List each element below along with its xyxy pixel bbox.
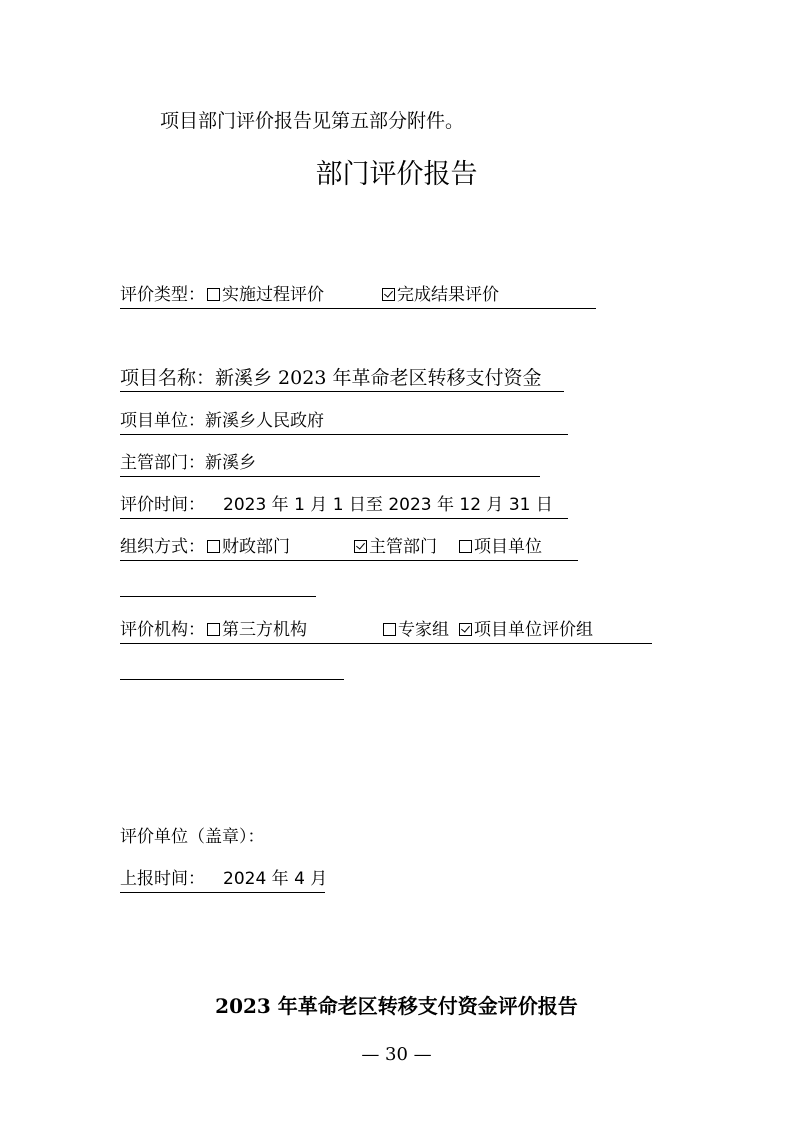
eval-org-expert-label: 专家组 bbox=[398, 620, 449, 640]
eval-org-label: 评价机构： bbox=[120, 620, 205, 640]
project-name-row bbox=[120, 365, 564, 392]
eval-time-label: 评价时间： bbox=[120, 495, 205, 515]
eval-unit-label: 评价单位（盖章）： bbox=[120, 827, 265, 847]
project-name-label: 项目名称： bbox=[120, 367, 216, 389]
eval-org-continuation-line bbox=[120, 679, 344, 680]
report-time-label: 上报时间： bbox=[120, 869, 205, 889]
page-number: — 30 — bbox=[361, 1044, 432, 1065]
org-method-row bbox=[120, 534, 578, 561]
eval-time-row bbox=[120, 492, 568, 519]
project-unit-label: 项目单位： bbox=[120, 411, 205, 431]
org-method-supervisor-checkbox[interactable] bbox=[354, 540, 367, 553]
project-unit-row bbox=[120, 408, 568, 435]
report-time-row bbox=[120, 866, 328, 893]
page-title: 部门评价报告 bbox=[315, 159, 478, 190]
org-method-unit-checkbox[interactable] bbox=[459, 540, 472, 553]
eval-org-unit-group-checkbox[interactable] bbox=[459, 623, 472, 636]
project-name-value: 新溪乡 2023 年革命老区转移支付资金 bbox=[215, 367, 542, 389]
eval-org-expert-checkbox[interactable] bbox=[383, 623, 396, 636]
intro-text: 项目部门评价报告见第五部分附件。 bbox=[160, 110, 465, 132]
org-method-finance-checkbox[interactable] bbox=[207, 540, 220, 553]
project-unit-value: 新溪乡人民政府 bbox=[205, 411, 324, 431]
eval-org-third-party-label: 第三方机构 bbox=[222, 620, 307, 640]
eval-type-process-label: 实施过程评价 bbox=[222, 285, 324, 305]
eval-org-third-party-checkbox[interactable] bbox=[207, 623, 220, 636]
eval-type-result-label: 完成结果评价 bbox=[397, 285, 499, 305]
eval-type-result-checkbox[interactable] bbox=[382, 288, 395, 301]
org-method-continuation-line bbox=[120, 596, 316, 597]
supervisor-label: 主管部门： bbox=[120, 453, 205, 473]
eval-time-value: 2023 年 1 月 1 日至 2023 年 12 月 31 日 bbox=[223, 495, 553, 515]
org-method-supervisor-label: 主管部门 bbox=[369, 537, 437, 557]
report-time-value: 2024 年 4 月 bbox=[223, 869, 328, 889]
eval-unit-row bbox=[120, 824, 265, 850]
supervisor-value: 新溪乡 bbox=[205, 453, 256, 473]
eval-org-row bbox=[120, 617, 652, 644]
org-method-unit-label: 项目单位 bbox=[474, 537, 542, 557]
eval-type-row bbox=[120, 282, 596, 309]
supervisor-row bbox=[120, 450, 540, 477]
org-method-finance-label: 财政部门 bbox=[222, 537, 290, 557]
eval-type-label: 评价类型： bbox=[120, 285, 205, 305]
section-title: 2023 年革命老区转移支付资金评价报告 bbox=[215, 994, 578, 1018]
org-method-label: 组织方式： bbox=[120, 537, 205, 557]
eval-org-unit-group-label: 项目单位评价组 bbox=[474, 620, 593, 640]
eval-type-process-checkbox[interactable] bbox=[207, 288, 220, 301]
